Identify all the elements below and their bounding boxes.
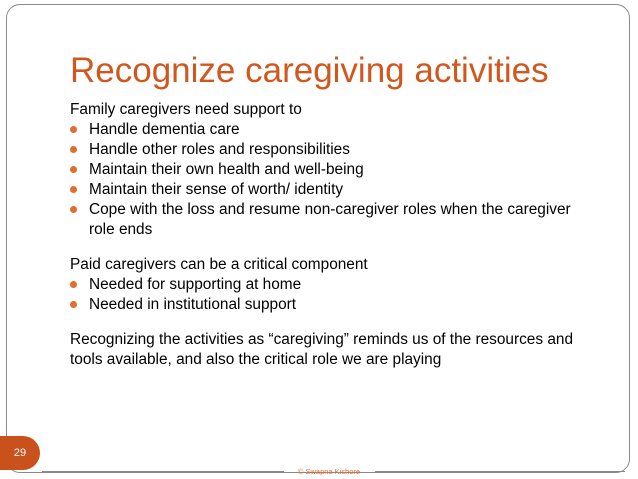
- paid-caregivers-intro: Paid caregivers can be a critical component: [70, 256, 368, 273]
- closing-paragraph: Recognizing the activities as “caregiving” reminds us of the resources and tools available, and also the critical role we are playing: [70, 331, 574, 368]
- bullet-icon: [70, 146, 77, 153]
- family-caregivers-intro: Family caregivers need support to: [70, 101, 302, 118]
- slide-title: Recognize caregiving activities: [70, 51, 549, 90]
- list-item: Maintain their own health and well-being: [70, 160, 600, 180]
- family-caregivers-list: [70, 120, 600, 240]
- slide-content: [70, 100, 600, 370]
- list-item: Handle other roles and responsibilities: [70, 140, 600, 160]
- bullet-icon: [70, 206, 77, 213]
- list-item: Handle dementia care: [70, 120, 600, 140]
- list-item: Cope with the loss and resume non-caregiver roles when the caregiver role ends: [70, 200, 600, 240]
- spacer: [70, 315, 600, 330]
- slide-number: 29: [0, 436, 40, 470]
- list-item: Needed in institutional support: [70, 295, 600, 315]
- list-item: Needed for supporting at home: [70, 275, 600, 295]
- bullet-icon: [70, 186, 77, 193]
- paid-caregivers-list: [70, 275, 600, 315]
- bullet-icon: [70, 281, 77, 288]
- footer: [0, 467, 638, 479]
- list-item: Maintain their sense of worth/ identity: [70, 180, 600, 200]
- bullet-icon: [70, 126, 77, 133]
- bullet-icon: [70, 301, 77, 308]
- spacer: [70, 240, 600, 255]
- footer-divider-right: [375, 471, 625, 472]
- footer-copyright: © Swapna Kishore: [297, 467, 361, 476]
- bullet-icon: [70, 166, 77, 173]
- footer-divider-left: [42, 471, 284, 472]
